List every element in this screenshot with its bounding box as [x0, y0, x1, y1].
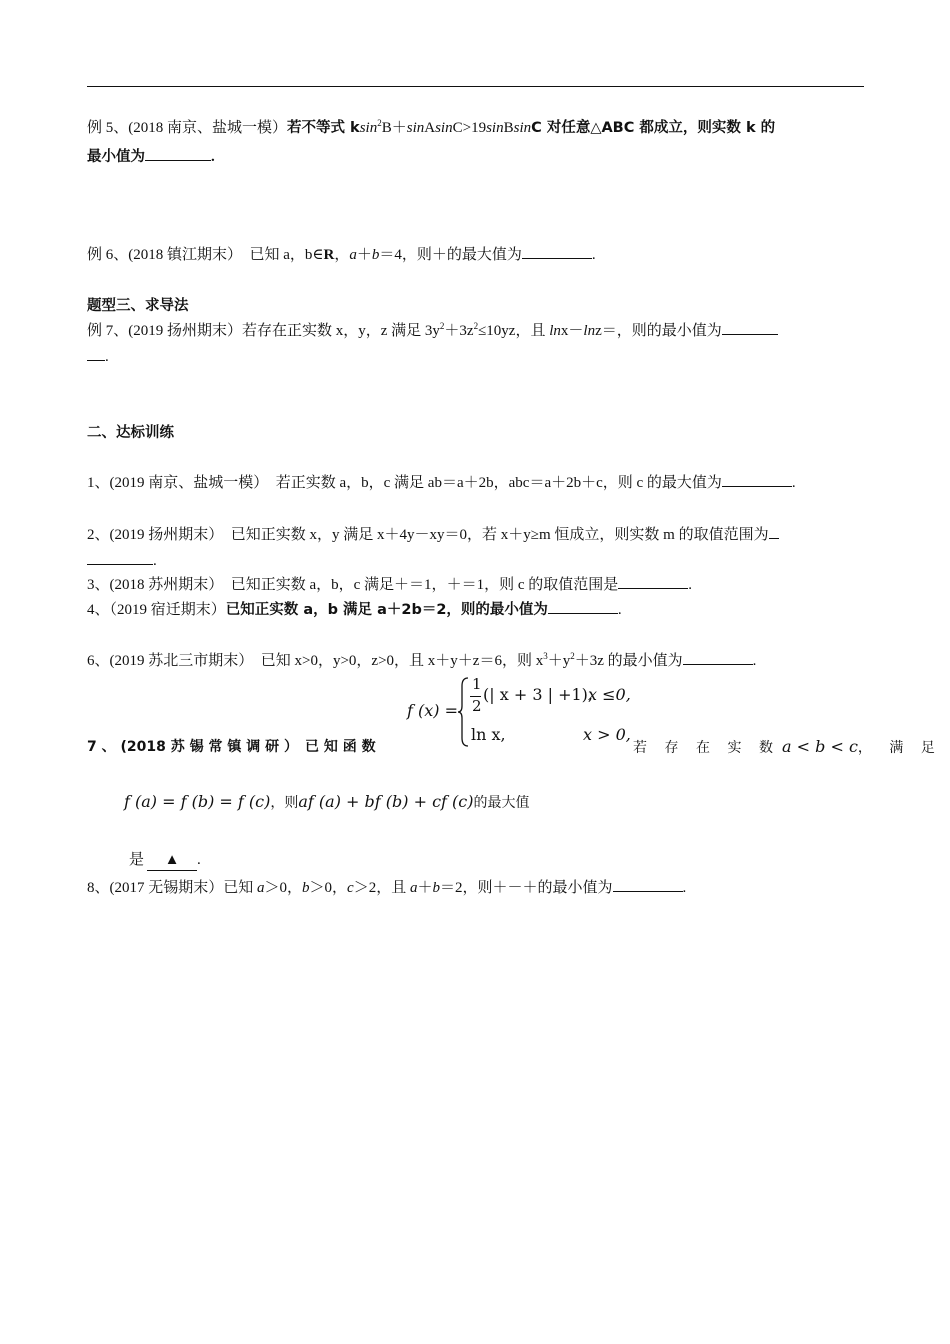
function-lhs: f (x) =: [407, 701, 459, 720]
question-7-label: 7 、 (2018 苏 锡 常 镇 调 研 ） 已 知 函 数: [87, 739, 376, 755]
question-2-line-2: .: [87, 550, 157, 571]
piecewise-function: [405, 676, 645, 746]
fraction-numerator: 1: [472, 675, 482, 693]
example-7-line-1: 例 7、(2019 扬州期末）若存在正实数 x，y，z 满足 $3y^2+3z^2\le 10yz$，且 lnx－lnz＝，则的最小值为: [87, 320, 778, 341]
triangle-marker: ▲: [164, 852, 180, 868]
case-2-condition: x > 0,: [583, 725, 631, 744]
answer-blank: [87, 550, 153, 565]
case-1-condition: x ≤0,: [588, 685, 631, 704]
case-1-expression: (| x + 3 | +1),: [483, 685, 593, 704]
answer-blank: [613, 877, 683, 892]
question-7-line-3: 是 ▲ .: [129, 850, 201, 871]
answer-blank: [548, 599, 618, 614]
example-7-line-2: .: [87, 346, 109, 367]
fraction-denominator: 2: [472, 697, 482, 715]
question-1: 1、(2019 南京、盐城一模） 若正实数 a，b，c 满足 ab＝a＋2b，abc＝a＋2b＋c，则 c 的最大值为 .: [87, 472, 796, 493]
example-5-line-1: 例 5、(2018 南京、盐城一模）若不等式 ksin$^2$B＋sinAsinC>19sinBsinC 对任意△ABC 都成立，则实数 k 的: [87, 118, 776, 136]
answer-blank: [87, 346, 105, 361]
question-7-condition: 若 存 在 实 数 a < b < c， 满 足: [633, 737, 942, 756]
question-6: 6、(2019 苏北三市期末） 已知 x>0，y>0，z>0，且 x＋y＋z＝6，则 $x^3+y^2+3z$ 的最小值为 .: [87, 651, 757, 669]
answer-blank: [683, 650, 753, 665]
question-8: 8、(2017 无锡期末）已知 a＞0，b＞0，c＞2，且 a＋b＝2，则＋－＋的最小值为 .: [87, 877, 686, 898]
section-2-heading: 二、达标训练: [87, 425, 174, 441]
question-3: 3、(2018 苏州期末） 已知正实数 a，b，c 满足＋＝1，＋＝1，则 c 的取值范围是 .: [87, 574, 692, 595]
left-brace: [457, 676, 471, 748]
answer-blank: [522, 244, 592, 259]
case-2-expression: ln x,: [471, 725, 506, 744]
question-4: 4、（2019 宿迁期末）已知正实数 a，b 满足 a＋2b＝2，则的最小值为 .: [87, 599, 622, 620]
answer-blank: [618, 574, 688, 589]
example-6: 例 6、(2018 镇江期末） 已知 a，b∈R，a＋b＝4，则＋的最大值为 .: [87, 244, 596, 265]
header-rule: [87, 86, 864, 87]
answer-blank: [145, 146, 211, 161]
answer-blank: [722, 320, 778, 335]
question-2-line-1: 2、(2019 扬州期末） 已知正实数 x，y 满足 x＋4y－xy＝0，若 x＋y≥m 恒成立，则实数 m 的取值范围为: [87, 524, 779, 545]
answer-blank: [147, 850, 197, 871]
answer-blank: [722, 472, 792, 487]
section-3-heading: 题型三、求导法: [87, 298, 189, 314]
answer-blank: [769, 524, 779, 539]
question-7-line-2: f (a) = f (b) = f (c)，则af (a) + bf (b) + cf (c)的最大值: [124, 792, 530, 811]
example-5-line-2: 最小值为 .: [87, 146, 215, 167]
